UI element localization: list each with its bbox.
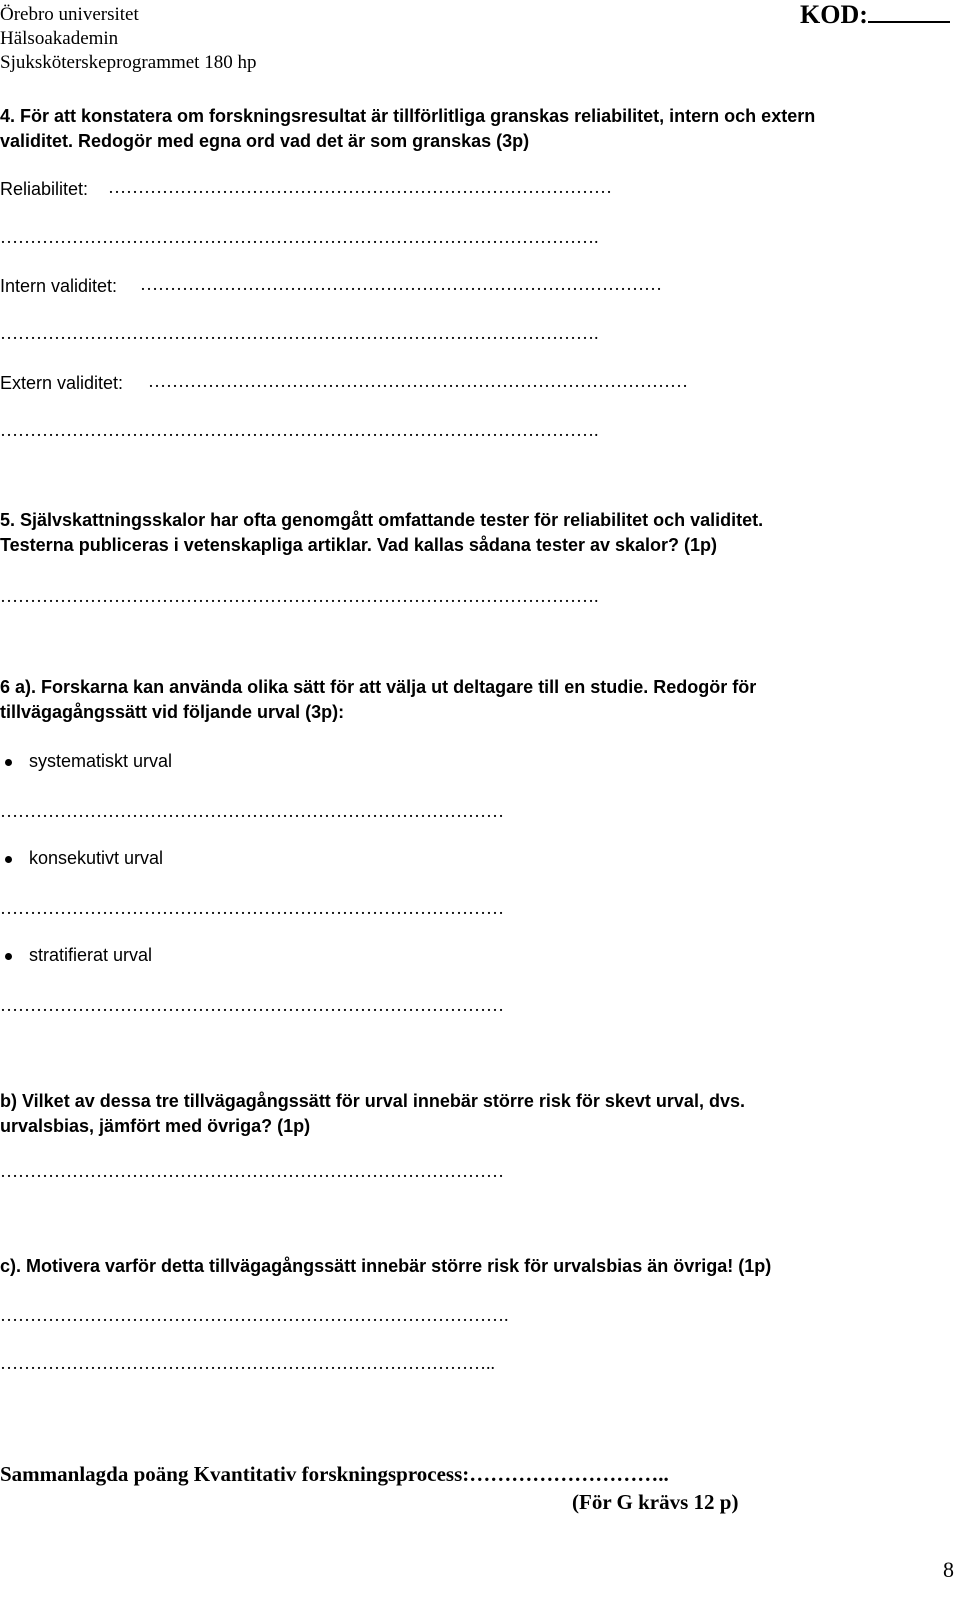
stratifierat-answer-line[interactable]: ………………………………………………………………………… [0,995,504,1015]
reliabilitet-answer-line-2[interactable]: ………………………………………………………………………………………. [0,227,599,247]
q5-line2: Testerna publiceras i vetenskapliga artiklar. Vad kallas sådana tester av skalor? (1p) [0,535,718,555]
bullet-icon [5,953,12,960]
total-score-label: Sammanlagda poäng Kvantitativ forskningsprocess: [0,1462,470,1486]
extern-validitet-answer-line-1[interactable]: ……………………………………………………………………………… [148,371,688,391]
systematiskt-answer-line[interactable]: ………………………………………………………………………… [0,801,504,821]
intern-validitet-answer-line-1[interactable]: …………………………………………………………………………… [140,274,662,294]
kod-field [800,0,950,30]
intern-validitet-answer-line-2[interactable]: ………………………………………………………………………………………. [0,323,599,343]
kod-label: KOD: [800,0,868,29]
option-systematiskt-urval: systematiskt urval [29,751,173,771]
total-score-blank[interactable]: ……………………….. [469,1462,669,1486]
q5-answer-line[interactable]: ………………………………………………………………………………………. [0,586,599,606]
q6a-line2: tillvägagångssätt vid följande urval (3p): [0,702,345,722]
department-name: Hälsoakademin [0,28,119,49]
option-stratifierat-urval: stratifierat urval [29,945,153,965]
program-name: Sjuksköterskeprogrammet 180 hp [0,52,257,73]
extern-validitet-answer-line-2[interactable]: ………………………………………………………………………………………. [0,420,599,440]
reliabilitet-answer-line-1[interactable]: ………………………………………………………………………… [108,177,612,197]
q6b-line2: urvalsbias, jämfört med övriga? (1p) [0,1116,311,1136]
konsekutivt-answer-line[interactable]: ………………………………………………………………………… [0,898,504,918]
q4-line1: 4. För att konstatera om forskningsresultat är tillförlitliga granskas reliabilitet, intern och extern [0,106,816,126]
total-score [0,1462,669,1487]
q6c-answer-line-2[interactable]: ……………………………………………………………………….. [0,1353,495,1373]
grade-requirement: (För G krävs 12 p) [572,1490,739,1514]
kod-input-line[interactable] [868,1,950,23]
q4-line2: validitet. Redogör med egna ord vad det är som granskas (3p) [0,131,530,151]
q6b-line1: b) Vilket av dessa tre tillvägagångssätt för urval innebär större risk för skevt urval, dvs. [0,1091,745,1111]
intern-validitet-label: Intern validitet: [0,276,118,296]
extern-validitet-label: Extern validitet: [0,373,124,393]
q5-line1: 5. Självskattningsskalor har ofta genomgått omfattande tester för reliabilitet och validitet. [0,510,764,530]
page-number: 8 [943,1557,954,1582]
q6b-answer-line[interactable]: ………………………………………………………………………… [0,1161,504,1181]
q6a-line1: 6 a). Forskarna kan använda olika sätt för att välja ut deltagare till en studie. Redogör för [0,677,757,697]
bullet-icon [5,856,12,863]
q6c-line1: c). Motivera varför detta tillvägagångssätt innebär större risk för urvalsbias än övriga! (1p) [0,1256,772,1276]
reliabilitet-label: Reliabilitet: [0,179,89,199]
option-konsekutivt-urval: konsekutivt urval [29,848,164,868]
q6c-answer-line-1[interactable]: …………………………………………………………………………. [0,1305,509,1325]
university-name: Örebro universitet [0,4,139,25]
bullet-icon [5,759,12,766]
